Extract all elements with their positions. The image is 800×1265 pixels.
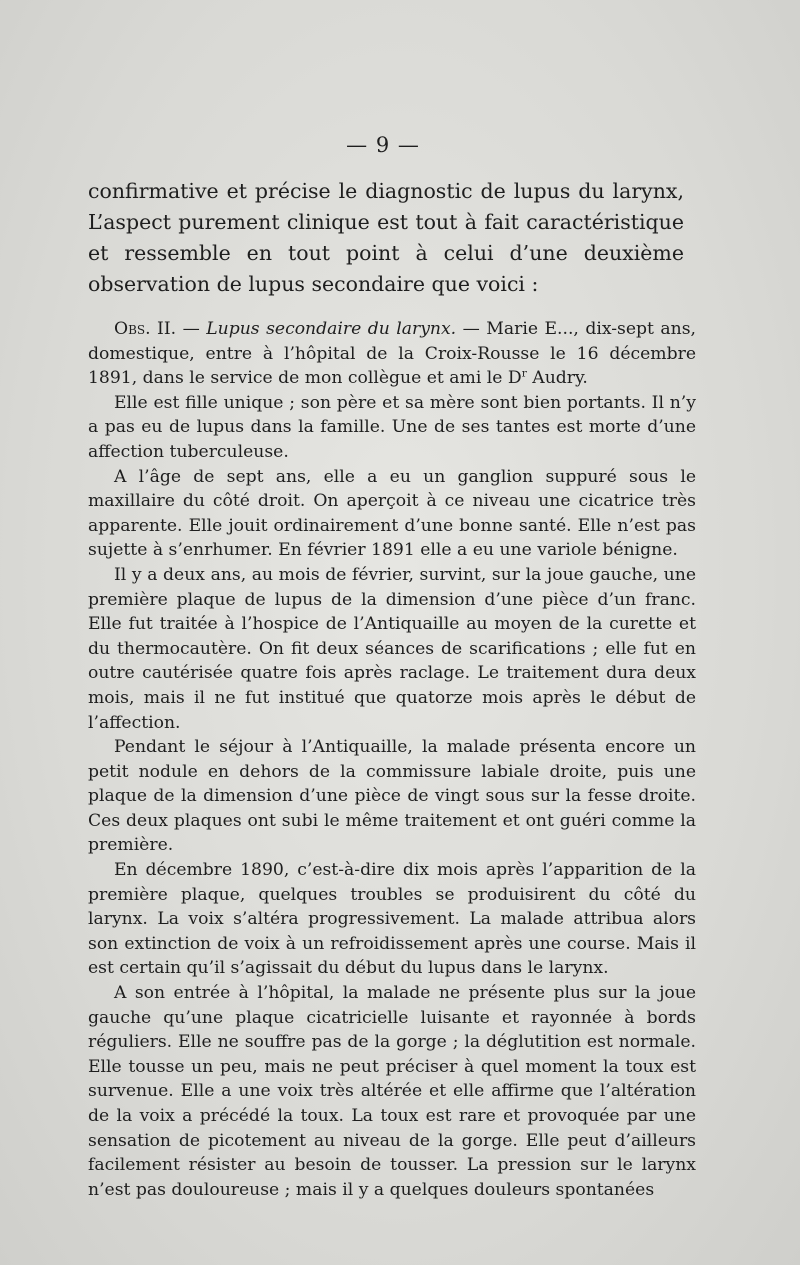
observation-heading-sup: r — [521, 366, 527, 380]
observation-label: Obs. II. — — [114, 319, 200, 339]
paragraph-4: Pendant le séjour à l’Antiquaille, la malade présenta encore un petit nodule en dehors de la commissure labiale droite, puis une plaque de la dimension d’une pièce de vingt sous sur la fesse droite. Ces deux plaques ont subi le même traitement et ont guéri comme la première. — [88, 737, 696, 856]
observation-heading-end: Audry. — [526, 368, 588, 389]
observation-heading-text: — Marie E..., dix-sept ans, domestique, entre à l’hôpital de la Croix-Rousse le 16 décembre 1891, dans le service de mon collègue et ami le D — [88, 319, 697, 389]
paragraph-3: Il y a deux ans, au mois de février, survint, sur la joue gauche, une première plaque de lupus de la dimension d’une pièce d’un franc. Elle fut traitée à l’hospice de l’Antiquaille au moyen de la curette et du thermocautère. On fit deux séances de scarifications ; elle fut en outre cautérisée quatre fois après raclage. Le traitement dura deux mois, mais il ne fut institué que quatorze mois après le début de l’affection. — [88, 564, 696, 733]
observation-section — [88, 317, 696, 1202]
observation-heading — [88, 317, 696, 391]
intro-paragraph — [88, 176, 684, 300]
paragraph-2: A l’âge de sept ans, elle a eu un ganglion suppuré sous le maxillaire du côté droit. On aperçoit à ce niveau une cicatrice très apparente. Elle jouit ordinairement d’une bonne santé. Elle n’est pas sujette à s’enrhumer. En février 1891 elle a eu une variole bénigne. — [88, 466, 696, 561]
paragraph-1: Elle est fille unique ; son père et sa mère sont bien portants. Il n’y a pas eu de lupus dans la famille. Une de ses tantes est morte d’une affection tuberculeuse. — [88, 392, 696, 462]
paragraph-6: A son entrée à l’hôpital, la malade ne présente plus sur la joue gauche qu’une plaque cicatricielle luisante et rayonnée à bords réguliers. Elle ne souffre pas de la gorge ; la déglutition est normale. Elle tousse un peu, mais ne peut préciser à quel moment la toux est survenue. Elle a une voix très altérée et elle affirme que l’altération de la voix a précédé la toux. La toux est rare et provoquée par une sensation de picotement au niveau de la gorge. Elle peut d’ailleurs facilement résister au besoin de tousser. La pression sur le larynx n’est pas douloureuse ; mais il y a quelques douleurs spontanées — [88, 983, 696, 1200]
page-number: — 9 — — [346, 133, 420, 157]
paragraph-5: En décembre 1890, c’est-à-dire dix mois après l’apparition de la première plaque, quelques troubles se produisirent du côté du larynx. La voix s’altéra progressivement. La malade attribua alors son extinction de voix à un refroidissement après une course. Mais il est certain qu’il s’agissait du début du lupus dans le larynx. — [88, 860, 696, 979]
observation-title: Lupus secondaire du larynx. — [206, 319, 457, 339]
intro-text: confirmative et précise le diagnostic de lupus du larynx, L’aspect purement clinique est tout à fait caractéristique et ressemble en tout point à celui d’une deuxième observation de lupus secondaire que voici : — [88, 179, 684, 296]
